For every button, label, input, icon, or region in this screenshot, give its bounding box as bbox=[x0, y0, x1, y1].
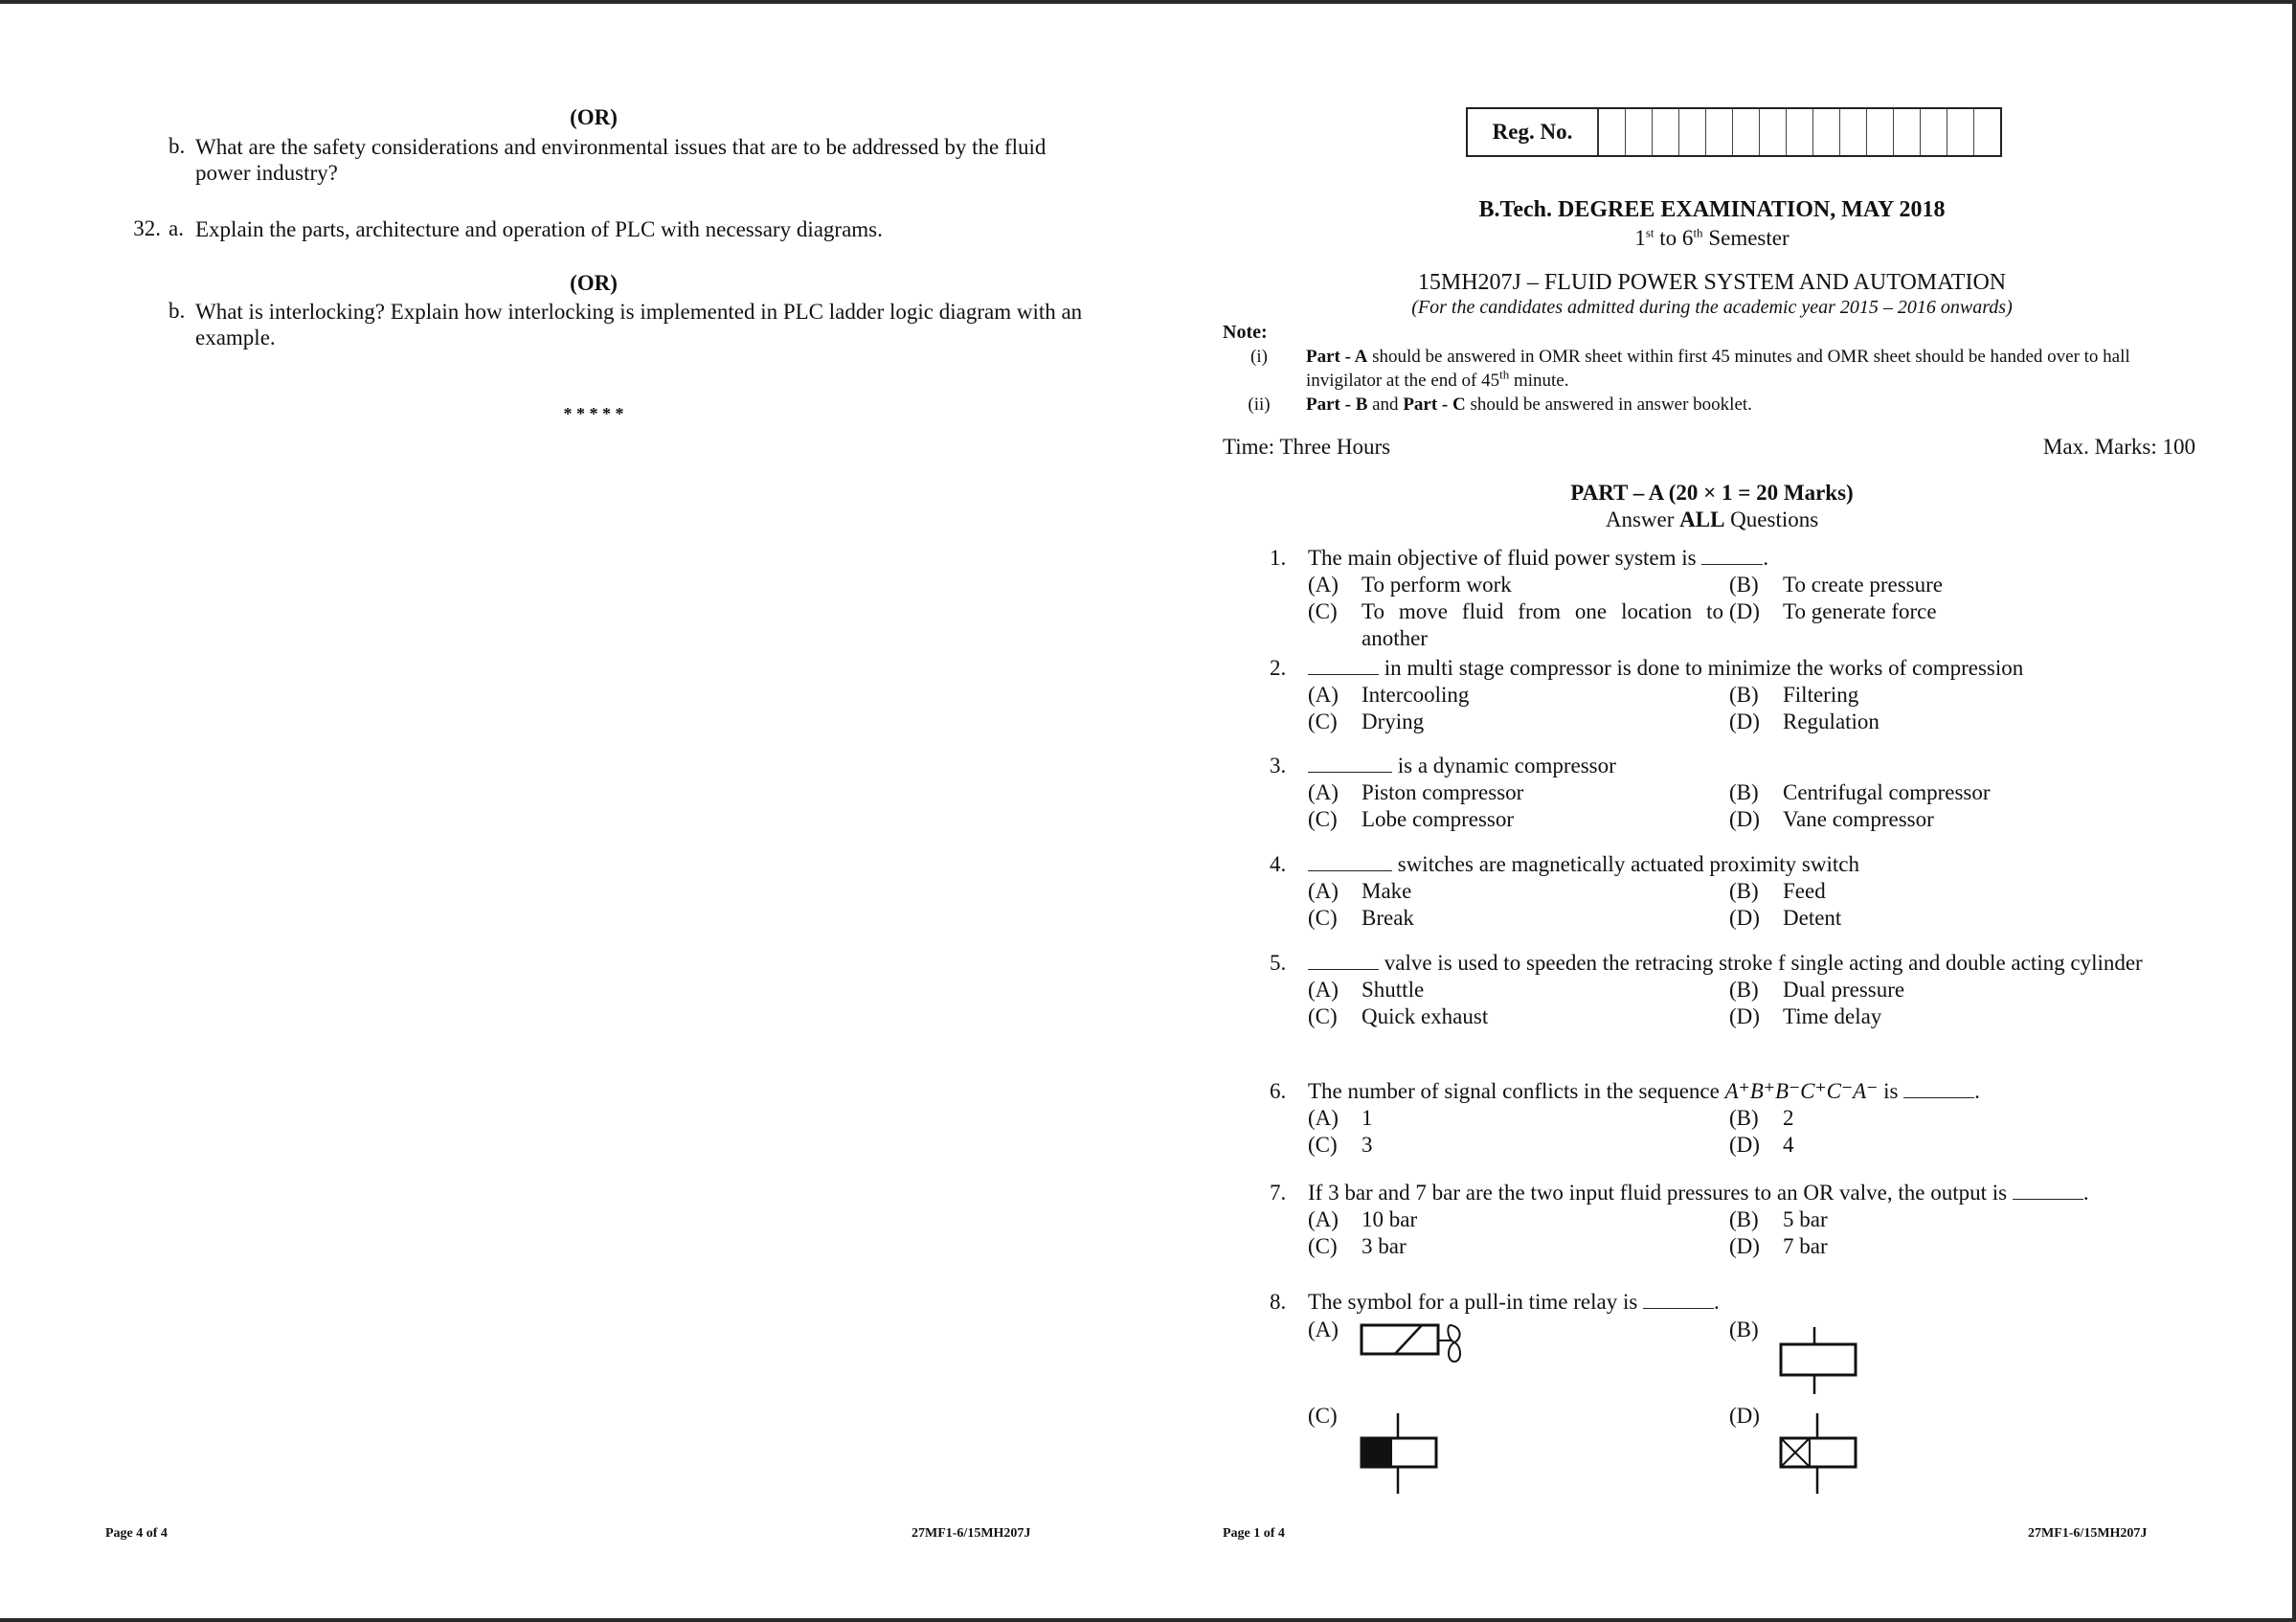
question-number: 2. bbox=[1270, 656, 1287, 680]
or-divider: (OR) bbox=[570, 271, 618, 295]
note-text-part: should be answered in OMR sheet within first 45 minutes and OMR sheet should be handed over to hall invigilator at the end of 45 bbox=[1306, 347, 2130, 391]
option-text: To generate force bbox=[1783, 599, 1937, 623]
option-text: 3 bar bbox=[1362, 1234, 1407, 1258]
note-sup: th bbox=[1499, 367, 1510, 382]
option-letter: (C) bbox=[1308, 599, 1338, 623]
question-stem bbox=[1270, 655, 2196, 682]
question-number: 5. bbox=[1270, 951, 1287, 975]
reg-no-box bbox=[1466, 107, 2002, 157]
question-number: 4. bbox=[1270, 852, 1287, 876]
end-of-paper-mark: * * * * * bbox=[563, 404, 624, 423]
note-text-part: minute. bbox=[1509, 371, 1569, 391]
question-text bbox=[1308, 545, 2196, 572]
reg-no-cell[interactable] bbox=[1921, 109, 1947, 155]
reg-no-cell[interactable] bbox=[1787, 109, 1813, 155]
relay-coil-plain-symbol bbox=[1771, 1325, 1857, 1411]
relay-coil-cross-block-symbol bbox=[1779, 1411, 1865, 1499]
instruction-text: Questions bbox=[1724, 507, 1819, 531]
stem-text: is bbox=[1878, 1079, 1904, 1103]
stem-text: . bbox=[2082, 1181, 2089, 1205]
option-text: Dual pressure bbox=[1783, 978, 1905, 1002]
option-a bbox=[1308, 572, 1729, 598]
option-d bbox=[1729, 905, 2196, 932]
semester-end: Semester bbox=[1702, 226, 1790, 250]
option-letter: (C) bbox=[1308, 807, 1338, 831]
option-letter: (D) bbox=[1729, 710, 1760, 733]
question-text bbox=[1308, 950, 2196, 977]
option-letter: (D) bbox=[1729, 906, 1760, 930]
note-bold: Part - A bbox=[1306, 347, 1368, 367]
option-letter: (B) bbox=[1729, 573, 1759, 597]
stem-text: If 3 bar and 7 bar are the two input fluid pressures to an OR valve, the output is bbox=[1308, 1181, 2013, 1205]
reg-no-cell[interactable] bbox=[1894, 109, 1921, 155]
option-d bbox=[1729, 1132, 2196, 1159]
question-number: 1. bbox=[1270, 546, 1287, 570]
option-letter: (B) bbox=[1729, 1106, 1759, 1130]
option-text: 7 bar bbox=[1783, 1234, 1828, 1258]
footer-code: 27MF1-6/15MH207J bbox=[912, 1526, 1031, 1541]
option-text: 10 bar bbox=[1362, 1207, 1418, 1231]
option-d bbox=[1729, 598, 2196, 652]
answer-blank bbox=[1308, 771, 1392, 773]
stem-text: . bbox=[1763, 546, 1769, 570]
option-letter: (C) bbox=[1308, 906, 1338, 930]
question-text: Explain the parts, architecture and operation of PLC with necessary diagrams. bbox=[195, 217, 883, 241]
candidates-note: (For the candidates admitted during the academic year 2015 – 2016 onwards) bbox=[1411, 297, 2013, 318]
max-marks: Max. Marks: 100 bbox=[2042, 435, 2195, 459]
option-text: 1 bbox=[1362, 1106, 1373, 1130]
option-letter: (C) bbox=[1308, 1004, 1338, 1028]
option-text: Feed bbox=[1783, 879, 1826, 903]
option-letter: (A) bbox=[1308, 573, 1339, 597]
or-divider: (OR) bbox=[570, 105, 618, 129]
option-letter: (A) bbox=[1308, 978, 1339, 1002]
mcq-question-1 bbox=[1270, 545, 2196, 652]
answer-blank bbox=[1308, 673, 1379, 675]
stem-text: . bbox=[1974, 1079, 1980, 1103]
stem-text: The symbol for a pull-in time relay is bbox=[1308, 1290, 1644, 1314]
option-a bbox=[1308, 779, 1729, 806]
question-text bbox=[1308, 851, 2196, 878]
note-text bbox=[1306, 345, 2198, 393]
mcq-question-7 bbox=[1270, 1180, 2196, 1260]
time-allowed: Time: Three Hours bbox=[1223, 435, 1391, 459]
mcq-question-4 bbox=[1270, 851, 2196, 932]
stem-text: The main objective of fluid power system is bbox=[1308, 546, 1702, 570]
reg-no-cell[interactable] bbox=[1760, 109, 1787, 155]
option-letter: (C) bbox=[1308, 1133, 1338, 1157]
semester-line bbox=[1224, 226, 2200, 251]
reg-no-cell[interactable] bbox=[1813, 109, 1840, 155]
option-letter: (A) bbox=[1308, 1106, 1339, 1130]
option-text: Break bbox=[1362, 906, 1414, 930]
options-grid bbox=[1308, 1105, 2196, 1159]
reg-no-label: Reg. No. bbox=[1468, 109, 1599, 155]
mcq-question-2 bbox=[1270, 655, 2196, 735]
option-b-label: (B) bbox=[1729, 1318, 1759, 1341]
reg-no-cell[interactable] bbox=[1706, 109, 1733, 155]
question-number: 6. bbox=[1270, 1079, 1287, 1103]
option-text: 3 bbox=[1362, 1133, 1373, 1157]
reg-no-cell[interactable] bbox=[1840, 109, 1867, 155]
question-number: 32. bbox=[133, 216, 161, 240]
option-letter: (C) bbox=[1308, 710, 1338, 733]
question-text bbox=[1308, 655, 2196, 682]
question-sub-label: b. bbox=[169, 299, 186, 323]
relay-coil-with-delay-symbol bbox=[1355, 1319, 1470, 1367]
option-b bbox=[1729, 682, 2196, 709]
reg-no-cell[interactable] bbox=[1653, 109, 1679, 155]
option-c bbox=[1308, 709, 1729, 735]
option-letter: (A) bbox=[1308, 683, 1339, 707]
option-letter: (D) bbox=[1729, 599, 1760, 623]
note-text-part: and bbox=[1367, 394, 1404, 415]
note-text-part: should be answered in answer booklet. bbox=[1465, 394, 1752, 415]
option-d bbox=[1729, 806, 2196, 833]
option-text: Lobe compressor bbox=[1362, 807, 1515, 831]
reg-no-cell[interactable] bbox=[1679, 109, 1706, 155]
option-c bbox=[1308, 1003, 1729, 1030]
semester-start: 1 bbox=[1634, 226, 1646, 250]
option-a bbox=[1308, 682, 1729, 709]
option-letter: (D) bbox=[1729, 807, 1760, 831]
stem-text: switches are magnetically actuated proximity switch bbox=[1392, 852, 1859, 876]
question-sub-label: b. bbox=[169, 134, 186, 158]
semester-mid: to 6 bbox=[1654, 226, 1694, 250]
option-d bbox=[1729, 1233, 2196, 1260]
option-text: 5 bar bbox=[1783, 1207, 1828, 1231]
reg-no-cell[interactable] bbox=[1867, 109, 1894, 155]
option-text: To move fluid from one location to another bbox=[1362, 599, 1723, 650]
question-text: What is interlocking? Explain how interlocking is implemented in PLC ladder logic diagram with an example. bbox=[195, 300, 1083, 349]
exam-title: B.Tech. DEGREE EXAMINATION, MAY 2018 bbox=[1478, 197, 1946, 222]
relay-coil-filled-block-symbol bbox=[1358, 1411, 1444, 1499]
answer-blank bbox=[1643, 1307, 1714, 1309]
answer-blank bbox=[1308, 869, 1392, 871]
option-b bbox=[1729, 779, 2196, 806]
semester-sup: st bbox=[1645, 225, 1654, 240]
option-letter: (D) bbox=[1729, 1004, 1760, 1028]
actuation-sequence: A⁺B⁺B⁻C⁺C⁻A⁻ bbox=[1724, 1079, 1879, 1103]
question-number: 7. bbox=[1270, 1181, 1287, 1205]
option-b bbox=[1729, 572, 2196, 598]
option-text: Vane compressor bbox=[1783, 807, 1934, 831]
question-number bbox=[96, 299, 169, 350]
reg-no-cell[interactable] bbox=[1626, 109, 1653, 155]
option-text: Detent bbox=[1783, 906, 1842, 930]
reg-no-cell[interactable] bbox=[1974, 109, 2000, 155]
option-d-label: (D) bbox=[1729, 1404, 1760, 1428]
reg-no-cell[interactable] bbox=[1599, 109, 1626, 155]
option-text: Piston compressor bbox=[1362, 780, 1524, 804]
answer-blank bbox=[1903, 1096, 1974, 1098]
question-stem bbox=[1270, 851, 2196, 878]
semester-sup: th bbox=[1693, 225, 1703, 240]
question-text: What are the safety considerations and environmental issues that are to be addressed by the fluid power industry? bbox=[195, 135, 1047, 185]
option-text: Quick exhaust bbox=[1362, 1004, 1489, 1028]
question-number: 3. bbox=[1270, 754, 1287, 777]
question-32a bbox=[96, 216, 1092, 242]
option-text: 2 bbox=[1783, 1106, 1794, 1130]
stem-text: . bbox=[1714, 1290, 1720, 1314]
footer-page-number: Page 1 of 4 bbox=[1223, 1526, 1285, 1541]
option-text: Centrifugal compressor bbox=[1783, 780, 1991, 804]
option-text: Time delay bbox=[1783, 1004, 1882, 1028]
option-a bbox=[1308, 977, 1729, 1003]
part-a-title: PART – A (20 × 1 = 20 Marks) bbox=[1570, 481, 1854, 505]
mcq-question-5 bbox=[1270, 950, 2196, 1030]
answer-blank bbox=[1701, 563, 1763, 565]
options-grid bbox=[1308, 977, 2196, 1030]
note-bold: Part - C bbox=[1403, 394, 1466, 415]
course-title: 15MH207J – FLUID POWER SYSTEM AND AUTOMATION bbox=[1417, 270, 2007, 295]
option-letter: (A) bbox=[1308, 780, 1339, 804]
option-b bbox=[1729, 977, 2196, 1003]
reg-no-cell[interactable] bbox=[1733, 109, 1760, 155]
question-text bbox=[1308, 1078, 2196, 1105]
question-stem bbox=[1270, 950, 2196, 977]
note-item bbox=[1212, 393, 2198, 417]
option-c-label: (C) bbox=[1308, 1404, 1338, 1428]
option-letter: (B) bbox=[1729, 1207, 1759, 1231]
option-text: Filtering bbox=[1783, 683, 1859, 707]
option-text: Intercooling bbox=[1362, 683, 1470, 707]
option-letter: (B) bbox=[1729, 683, 1759, 707]
option-a-label: (A) bbox=[1308, 1318, 1339, 1341]
question-text bbox=[1308, 1289, 2196, 1316]
reg-no-cell[interactable] bbox=[1947, 109, 1974, 155]
option-a bbox=[1308, 878, 1729, 905]
instruction-bold: ALL bbox=[1679, 507, 1725, 531]
question-31b bbox=[96, 134, 1092, 186]
question-stem bbox=[1270, 1078, 2196, 1105]
question-stem bbox=[1270, 1289, 2196, 1316]
option-letter: (D) bbox=[1729, 1133, 1760, 1157]
option-d bbox=[1729, 709, 2196, 735]
option-letter: (D) bbox=[1729, 1234, 1760, 1258]
question-number bbox=[96, 134, 169, 186]
option-a bbox=[1308, 1206, 1729, 1233]
question-stem bbox=[1270, 1180, 2196, 1206]
option-text: To create pressure bbox=[1783, 573, 1943, 597]
option-letter: (B) bbox=[1729, 978, 1759, 1002]
question-32b bbox=[96, 299, 1092, 350]
question-text bbox=[1308, 1180, 2196, 1206]
option-c bbox=[1308, 1132, 1729, 1159]
option-c bbox=[1308, 905, 1729, 932]
option-c bbox=[1308, 1233, 1729, 1260]
option-text: 4 bbox=[1783, 1133, 1794, 1157]
mcq-question-8 bbox=[1270, 1289, 2196, 1316]
footer-code: 27MF1-6/15MH207J bbox=[2028, 1526, 2148, 1541]
option-text: Drying bbox=[1362, 710, 1425, 733]
option-b bbox=[1729, 1206, 2196, 1233]
option-letter: (B) bbox=[1729, 879, 1759, 903]
option-text: Shuttle bbox=[1362, 978, 1425, 1002]
question-text bbox=[1308, 753, 2196, 779]
instruction-text: Answer bbox=[1605, 507, 1680, 531]
notes-list bbox=[1212, 345, 2198, 417]
mcq-question-3 bbox=[1270, 753, 2196, 833]
options-grid bbox=[1308, 878, 2196, 932]
note-label: Note: bbox=[1223, 322, 1268, 343]
note-index: (i) bbox=[1250, 347, 1268, 367]
stem-text: is a dynamic compressor bbox=[1392, 754, 1616, 777]
option-letter: (A) bbox=[1308, 879, 1339, 903]
option-letter: (A) bbox=[1308, 1207, 1339, 1231]
question-stem bbox=[1270, 753, 2196, 779]
option-c bbox=[1308, 598, 1729, 652]
mcq-question-6 bbox=[1270, 1078, 2196, 1159]
note-bold: Part - B bbox=[1306, 394, 1368, 415]
stem-text: The number of signal conflicts in the sequence bbox=[1308, 1079, 1725, 1103]
note-item bbox=[1212, 345, 2198, 393]
reg-no-cells[interactable] bbox=[1599, 109, 2000, 155]
options-grid bbox=[1308, 779, 2196, 833]
question-stem bbox=[1270, 545, 2196, 572]
option-c bbox=[1308, 806, 1729, 833]
question-sub-label: a. bbox=[169, 216, 184, 240]
option-text: To perform work bbox=[1362, 573, 1512, 597]
note-index: (ii) bbox=[1248, 394, 1271, 415]
options-grid bbox=[1308, 572, 2196, 652]
option-b bbox=[1729, 1105, 2196, 1132]
stem-text: in multi stage compressor is done to minimize the works of compression bbox=[1379, 656, 2024, 680]
option-letter: (C) bbox=[1308, 1234, 1338, 1258]
option-b bbox=[1729, 878, 2196, 905]
option-text: Regulation bbox=[1783, 710, 1880, 733]
options-grid bbox=[1308, 682, 2196, 735]
option-letter: (B) bbox=[1729, 780, 1759, 804]
option-text: Make bbox=[1362, 879, 1412, 903]
options-grid bbox=[1308, 1206, 2196, 1260]
option-d bbox=[1729, 1003, 2196, 1030]
answer-all-instruction bbox=[1224, 507, 2200, 532]
footer-page-number: Page 4 of 4 bbox=[105, 1526, 168, 1541]
option-a bbox=[1308, 1105, 1729, 1132]
note-text bbox=[1306, 393, 2198, 417]
answer-blank bbox=[2013, 1198, 2083, 1200]
question-number: 8. bbox=[1270, 1290, 1287, 1314]
stem-text: valve is used to speeden the retracing stroke f single acting and double acting cylinder bbox=[1379, 951, 2143, 975]
answer-blank bbox=[1308, 968, 1379, 970]
